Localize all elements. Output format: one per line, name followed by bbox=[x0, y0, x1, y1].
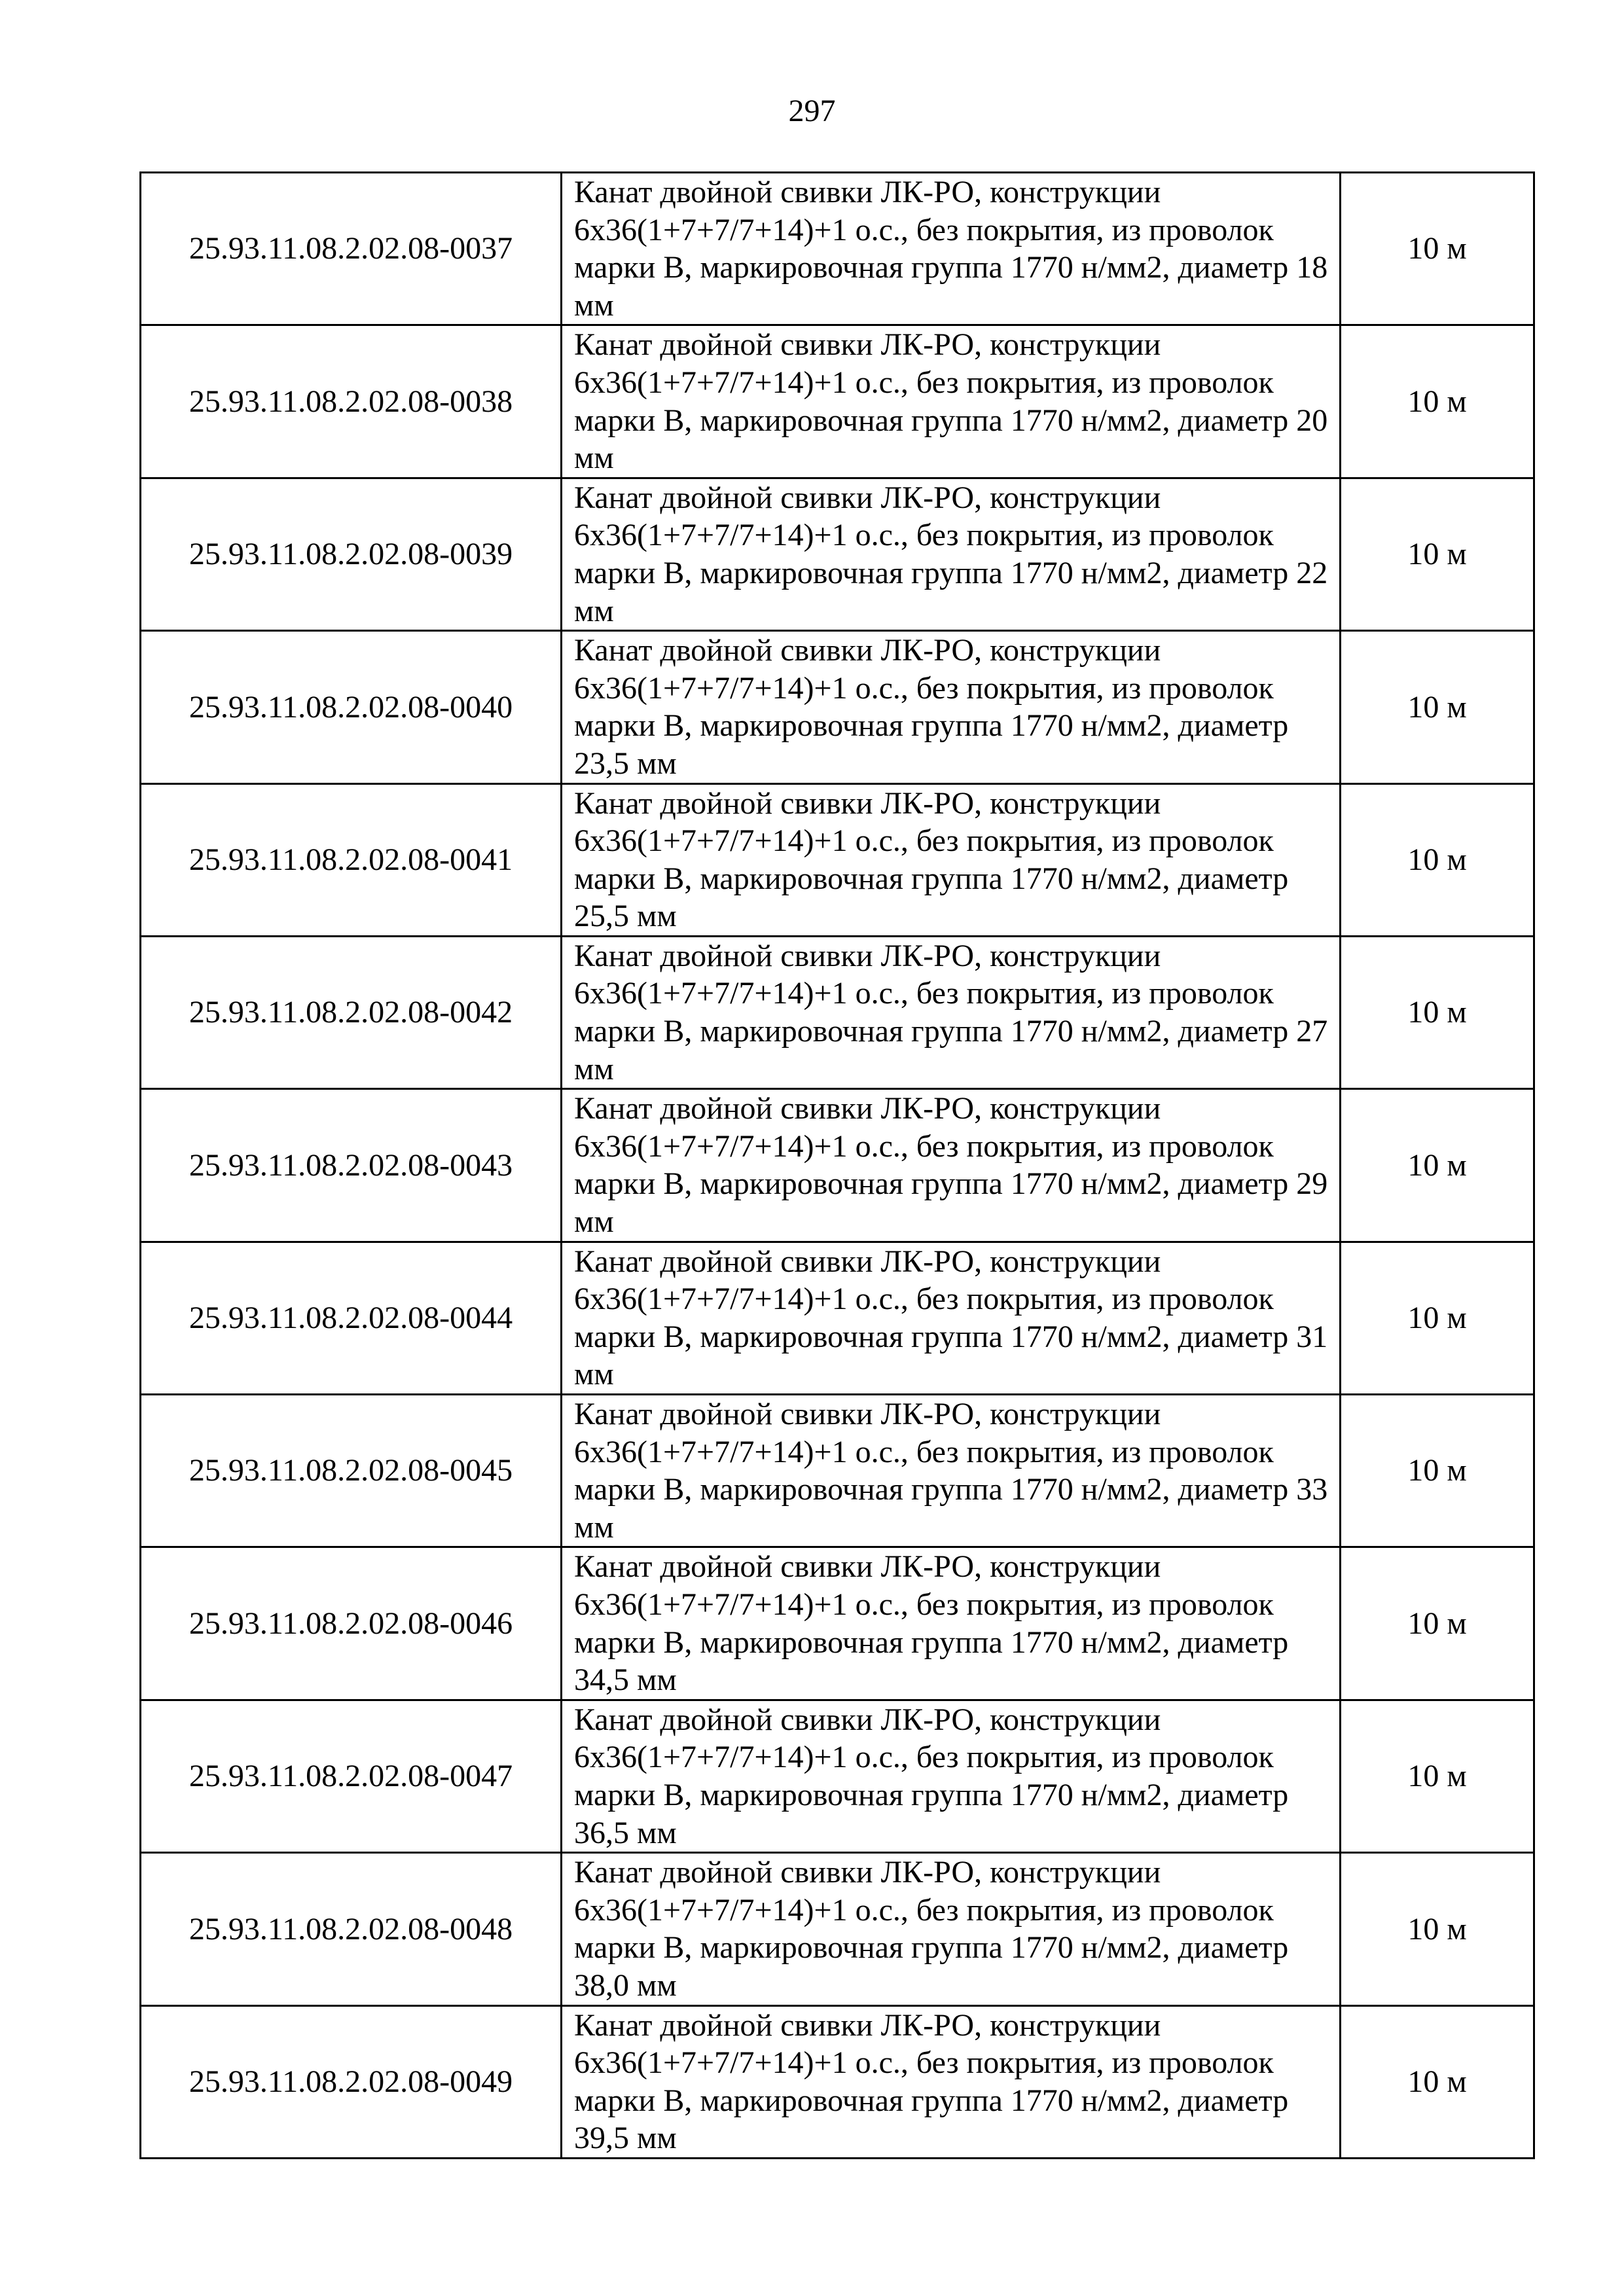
resource-code: 25.93.11.08.2.02.08-0039 bbox=[141, 478, 562, 630]
resource-code: 25.93.11.08.2.02.08-0046 bbox=[141, 1547, 562, 1700]
page-number: 297 bbox=[788, 94, 836, 128]
resource-code: 25.93.11.08.2.02.08-0042 bbox=[141, 936, 562, 1088]
resource-description: Канат двойной свивки ЛК-РО, конструкции 6х36(1+7+7/7+14)+1 о.с., без покрытия, из проволок марки В, маркировочная группа 1770 н/мм2, диаметр 39,5 мм bbox=[562, 2005, 1341, 2158]
resource-table bbox=[139, 171, 1535, 2159]
table-row bbox=[141, 1700, 1534, 1852]
resource-code: 25.93.11.08.2.02.08-0044 bbox=[141, 1242, 562, 1394]
table-row bbox=[141, 1395, 1534, 1547]
table-row bbox=[141, 2005, 1534, 2158]
measurement-unit: 10 м bbox=[1341, 173, 1534, 325]
resource-description: Канат двойной свивки ЛК-РО, конструкции 6х36(1+7+7/7+14)+1 о.с., без покрытия, из проволок марки В, маркировочная группа 1770 н/мм2, диаметр 38,0 мм bbox=[562, 1853, 1341, 2005]
resource-code: 25.93.11.08.2.02.08-0047 bbox=[141, 1700, 562, 1852]
resource-description: Канат двойной свивки ЛК-РО, конструкции 6х36(1+7+7/7+14)+1 о.с., без покрытия, из проволок марки В, маркировочная группа 1770 н/мм2, диаметр 36,5 мм bbox=[562, 1700, 1341, 1852]
table-row bbox=[141, 936, 1534, 1088]
measurement-unit: 10 м bbox=[1341, 1395, 1534, 1547]
measurement-unit: 10 м bbox=[1341, 1242, 1534, 1394]
resource-description: Канат двойной свивки ЛК-РО, конструкции 6х36(1+7+7/7+14)+1 о.с., без покрытия, из проволок марки В, маркировочная группа 1770 н/мм2, диаметр 33 мм bbox=[562, 1395, 1341, 1547]
resource-code: 25.93.11.08.2.02.08-0037 bbox=[141, 173, 562, 325]
resource-code: 25.93.11.08.2.02.08-0041 bbox=[141, 783, 562, 936]
resource-code: 25.93.11.08.2.02.08-0045 bbox=[141, 1395, 562, 1547]
resource-table-body bbox=[141, 173, 1534, 2159]
resource-description: Канат двойной свивки ЛК-РО, конструкции 6х36(1+7+7/7+14)+1 о.с., без покрытия, из проволок марки В, маркировочная группа 1770 н/мм2, диаметр 18 мм bbox=[562, 173, 1341, 325]
table-row bbox=[141, 173, 1534, 325]
table-row bbox=[141, 783, 1534, 936]
resource-description: Канат двойной свивки ЛК-РО, конструкции 6х36(1+7+7/7+14)+1 о.с., без покрытия, из проволок марки В, маркировочная группа 1770 н/мм2, диаметр 25,5 мм bbox=[562, 783, 1341, 936]
resource-description: Канат двойной свивки ЛК-РО, конструкции 6х36(1+7+7/7+14)+1 о.с., без покрытия, из проволок марки В, маркировочная группа 1770 н/мм2, диаметр 34,5 мм bbox=[562, 1547, 1341, 1700]
measurement-unit: 10 м bbox=[1341, 1853, 1534, 2005]
resource-description: Канат двойной свивки ЛК-РО, конструкции 6х36(1+7+7/7+14)+1 о.с., без покрытия, из проволок марки В, маркировочная группа 1770 н/мм2, диаметр 31 мм bbox=[562, 1242, 1341, 1394]
table-row bbox=[141, 1547, 1534, 1700]
resource-code: 25.93.11.08.2.02.08-0048 bbox=[141, 1853, 562, 2005]
measurement-unit: 10 м bbox=[1341, 631, 1534, 783]
resource-description: Канат двойной свивки ЛК-РО, конструкции 6х36(1+7+7/7+14)+1 о.с., без покрытия, из проволок марки В, маркировочная группа 1770 н/мм2, диаметр 23,5 мм bbox=[562, 631, 1341, 783]
resource-code: 25.93.11.08.2.02.08-0040 bbox=[141, 631, 562, 783]
resource-description: Канат двойной свивки ЛК-РО, конструкции 6х36(1+7+7/7+14)+1 о.с., без покрытия, из проволок марки В, маркировочная группа 1770 н/мм2, диаметр 20 мм bbox=[562, 325, 1341, 478]
table-row bbox=[141, 478, 1534, 630]
resource-description: Канат двойной свивки ЛК-РО, конструкции 6х36(1+7+7/7+14)+1 о.с., без покрытия, из проволок марки В, маркировочная группа 1770 н/мм2, диаметр 27 мм bbox=[562, 936, 1341, 1088]
measurement-unit: 10 м bbox=[1341, 783, 1534, 936]
resource-code: 25.93.11.08.2.02.08-0043 bbox=[141, 1089, 562, 1242]
measurement-unit: 10 м bbox=[1341, 936, 1534, 1088]
table-row bbox=[141, 631, 1534, 783]
measurement-unit: 10 м bbox=[1341, 478, 1534, 630]
measurement-unit: 10 м bbox=[1341, 1700, 1534, 1852]
table-row bbox=[141, 325, 1534, 478]
resource-description: Канат двойной свивки ЛК-РО, конструкции 6х36(1+7+7/7+14)+1 о.с., без покрытия, из проволок марки В, маркировочная группа 1770 н/мм2, диаметр 29 мм bbox=[562, 1089, 1341, 1242]
measurement-unit: 10 м bbox=[1341, 1089, 1534, 1242]
table-row bbox=[141, 1089, 1534, 1242]
measurement-unit: 10 м bbox=[1341, 325, 1534, 478]
measurement-unit: 10 м bbox=[1341, 2005, 1534, 2158]
measurement-unit: 10 м bbox=[1341, 1547, 1534, 1700]
table-row bbox=[141, 1242, 1534, 1394]
resource-code: 25.93.11.08.2.02.08-0038 bbox=[141, 325, 562, 478]
table-row bbox=[141, 1853, 1534, 2005]
resource-description: Канат двойной свивки ЛК-РО, конструкции 6х36(1+7+7/7+14)+1 о.с., без покрытия, из проволок марки В, маркировочная группа 1770 н/мм2, диаметр 22 мм bbox=[562, 478, 1341, 630]
resource-code: 25.93.11.08.2.02.08-0049 bbox=[141, 2005, 562, 2158]
